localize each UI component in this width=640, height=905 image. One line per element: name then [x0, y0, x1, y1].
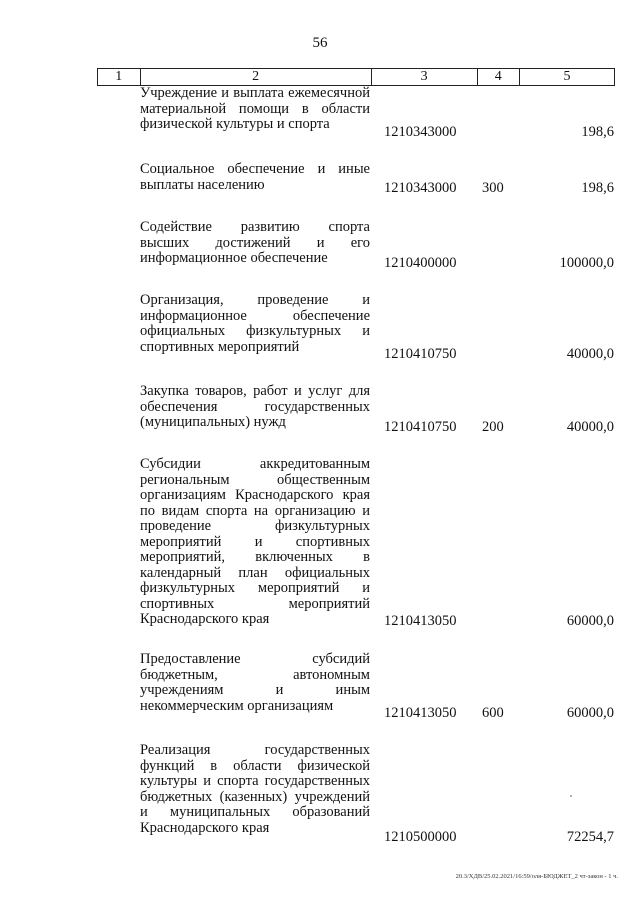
row-code: 1210410750: [384, 346, 457, 362]
row-description: Реализация государственных функций в области физической культуры и спорта государственных бюджетных (казенных) учреждений и муниципальных образований Краснодарского края: [140, 742, 370, 836]
scan-speck: [570, 795, 572, 797]
row-expense-type: 300: [482, 180, 504, 196]
row-code: 1210413050: [384, 705, 457, 721]
row-amount: 60000,0: [566, 613, 614, 629]
row-code: 1210400000: [384, 255, 457, 271]
row-description: Организация, проведение и информационное обеспечение официальных физкультурных и спортивных мероприятий: [140, 292, 370, 355]
row-description: Предоставление субсидий бюджетным, автономным учреждениям и иным некоммерческим организациям: [140, 651, 370, 714]
row-description: Субсидии аккредитованным региональным общественным организациям Краснодарского края по видам спорта на организацию и проведение физкультурных мероприятий и спортивных мероприятий, включенных в календарный план официальных физкультурных мероприятий и спортивных мероприятий Краснодарского края: [140, 456, 370, 627]
row-amount: 40000,0: [566, 419, 614, 435]
row-amount: 198,6: [581, 124, 614, 140]
row-code: 1210343000: [384, 180, 457, 196]
column-header-row: [97, 68, 615, 86]
row-description: Содействие развитию спорта высших достижений и его информационное обеспечение: [140, 219, 370, 266]
column-header-5: 5: [520, 69, 615, 86]
row-code: 1210413050: [384, 613, 457, 629]
row-amount: 100000,0: [559, 255, 614, 271]
row-amount: 40000,0: [566, 346, 614, 362]
row-amount: 60000,0: [566, 705, 614, 721]
row-code: 1210343000: [384, 124, 457, 140]
row-code: 1210410750: [384, 419, 457, 435]
row-expense-type: 200: [482, 419, 504, 435]
column-header-1: 1: [98, 69, 141, 86]
column-header-4: 4: [477, 69, 520, 86]
row-amount: 198,6: [581, 180, 614, 196]
row-amount: 72254,7: [566, 829, 614, 845]
column-header-3: 3: [371, 69, 477, 86]
row-code: 1210500000: [384, 829, 457, 845]
column-header-2: 2: [140, 69, 371, 86]
footer-stamp: 20.3/ХДВ/25.02.2021/16:59/оля-БЮДЖЕТ_2 чт-закон - 1 ч.: [455, 873, 618, 880]
row-expense-type: 600: [482, 705, 504, 721]
page-number: 56: [312, 35, 328, 51]
row-description: Закупка товаров, работ и услуг для обеспечения государственных (муниципальных) нужд: [140, 383, 370, 430]
row-description: Учреждение и выплата ежемесячной материальной помощи в области физической культуры и спорта: [140, 85, 370, 132]
row-description: Социальное обеспечение и иные выплаты населению: [140, 161, 370, 193]
